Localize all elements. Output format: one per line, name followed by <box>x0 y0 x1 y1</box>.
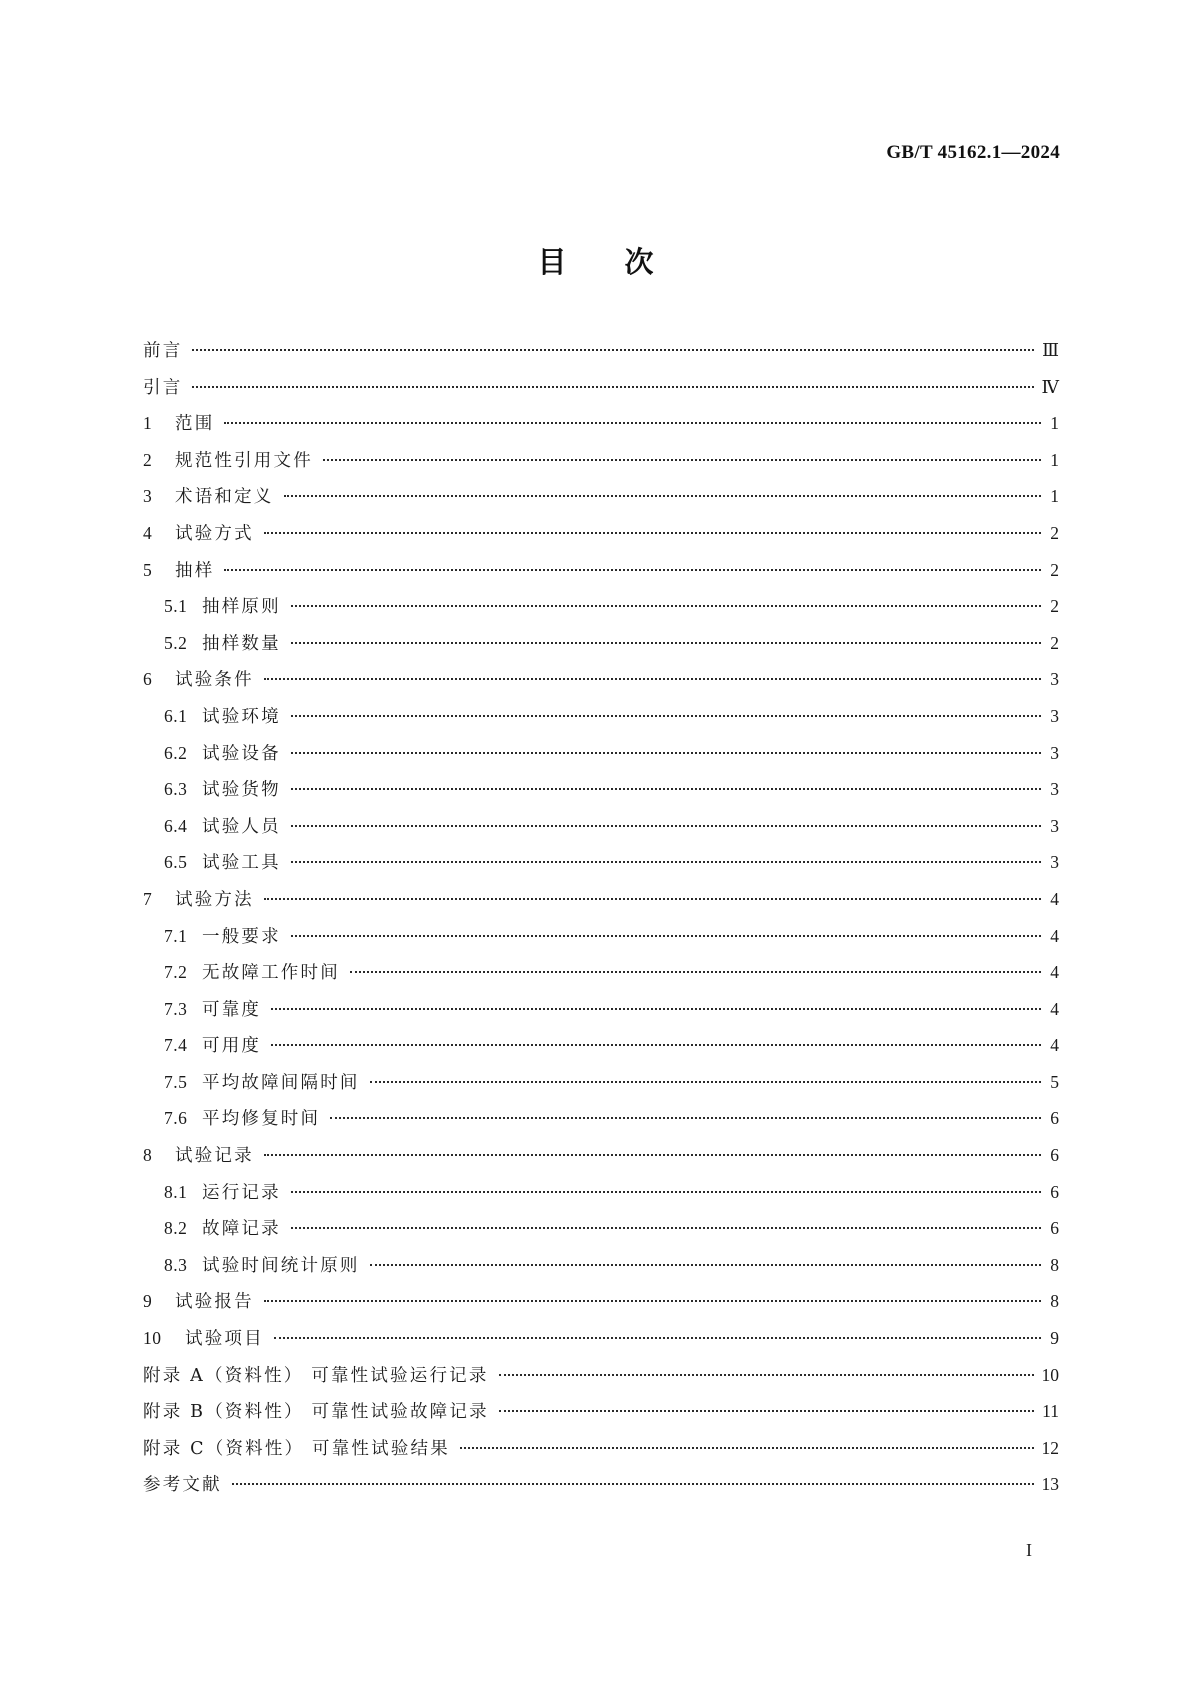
toc-entry[interactable] <box>143 558 1059 595</box>
toc-entry-page: 11 <box>1042 1401 1059 1422</box>
toc-entry-label: 抽样原则 <box>202 597 281 618</box>
toc-entry-number: 5.2 <box>164 632 188 653</box>
toc-entry-page: 1 <box>1050 449 1059 470</box>
toc-entry[interactable] <box>143 741 1059 778</box>
toc-entry-label: 范围 <box>175 414 215 435</box>
toc-entry[interactable] <box>143 1289 1059 1326</box>
toc-entry[interactable] <box>143 448 1059 485</box>
toc-dot-leader <box>264 898 1041 900</box>
toc-entry[interactable] <box>143 631 1059 668</box>
toc-entry-page: 8 <box>1050 1291 1059 1312</box>
toc-dot-leader <box>224 569 1041 571</box>
toc-dot-leader <box>192 386 1033 388</box>
toc-dot-leader <box>330 1117 1041 1119</box>
toc-entry-label: 故障记录 <box>202 1219 281 1240</box>
toc-entry-page: 3 <box>1050 705 1059 726</box>
toc-entry-page: 13 <box>1041 1474 1059 1495</box>
toc-entry-page: 4 <box>1050 1035 1059 1056</box>
toc-entry-page: 2 <box>1050 522 1059 543</box>
toc-entry-label: 附录 A（资料性） 可靠性试验运行记录 <box>143 1365 489 1386</box>
toc-dot-leader <box>264 1154 1041 1156</box>
toc-entry[interactable] <box>143 777 1059 814</box>
toc-entry-number: 8.3 <box>164 1254 188 1275</box>
toc-dot-leader <box>291 1191 1041 1193</box>
toc-dot-leader <box>291 752 1041 754</box>
toc-entry[interactable] <box>143 1326 1059 1363</box>
toc-dot-leader <box>291 825 1041 827</box>
toc-entry-number: 5 <box>143 559 153 580</box>
toc-entry[interactable] <box>143 667 1059 704</box>
toc-entry-number: 7.4 <box>164 1035 188 1056</box>
toc-entry-label: 试验方法 <box>175 889 254 910</box>
toc-entry-number: 6.1 <box>164 705 188 726</box>
toc-dot-leader <box>291 788 1041 790</box>
toc-entry-label: 试验环境 <box>202 706 281 727</box>
toc-dot-leader <box>274 1337 1041 1339</box>
toc-entry[interactable] <box>143 997 1059 1034</box>
toc-dot-leader <box>291 861 1041 863</box>
toc-entry-page: 3 <box>1050 779 1059 800</box>
toc-entry-page: 3 <box>1050 815 1059 836</box>
toc-entry-number: 6.5 <box>164 852 188 873</box>
toc-entry-number: 7.6 <box>164 1108 188 1129</box>
toc-entry[interactable] <box>143 338 1059 375</box>
toc-entry-number: 6 <box>143 669 153 690</box>
toc-entry-label: 试验货物 <box>202 780 281 801</box>
toc-dot-leader <box>271 1008 1041 1010</box>
toc-entry[interactable] <box>143 1472 1059 1509</box>
toc-dot-leader <box>291 935 1041 937</box>
toc-entry-label: 试验时间统计原则 <box>202 1255 360 1276</box>
toc-entry[interactable] <box>143 960 1059 997</box>
toc-entry-number: 8 <box>143 1145 153 1166</box>
toc-dot-leader <box>264 678 1041 680</box>
toc-entry-page: 4 <box>1050 962 1059 983</box>
page-number: I <box>1026 1540 1032 1560</box>
toc-entry[interactable] <box>143 887 1059 924</box>
toc-entry-label: 抽样 <box>175 560 215 581</box>
toc-entry-label: 附录 C（资料性） 可靠性试验结果 <box>143 1438 450 1459</box>
toc-entry-page: Ⅳ <box>1041 376 1059 397</box>
toc-entry-number: 10 <box>143 1328 162 1349</box>
toc-entry-label: 平均修复时间 <box>202 1109 321 1130</box>
toc-entry-label: 试验方式 <box>175 523 254 544</box>
toc-entry[interactable] <box>143 1143 1059 1180</box>
toc-entry[interactable] <box>143 375 1059 412</box>
toc-dot-leader <box>291 605 1041 607</box>
toc-entry-number: 7.1 <box>164 925 188 946</box>
toc-dot-leader <box>350 971 1041 973</box>
toc-entry-label: 运行记录 <box>202 1182 281 1203</box>
toc-entry-label: 试验条件 <box>175 670 254 691</box>
toc-entry-page: 12 <box>1041 1437 1059 1458</box>
toc-entry-number: 2 <box>143 449 153 470</box>
toc-dot-leader <box>499 1374 1034 1376</box>
toc-entry[interactable] <box>143 814 1059 851</box>
toc-entry-number: 6.2 <box>164 742 188 763</box>
toc-entry[interactable] <box>143 1216 1059 1253</box>
toc-dot-leader <box>192 349 1034 351</box>
toc-entry[interactable] <box>143 1106 1059 1143</box>
toc-entry[interactable] <box>143 484 1059 521</box>
toc-entry-label: 无故障工作时间 <box>202 963 340 984</box>
toc-entry-number: 7 <box>143 888 153 909</box>
toc-entry[interactable] <box>143 704 1059 741</box>
toc-entry-page: 4 <box>1050 925 1059 946</box>
toc-entry-page: 6 <box>1050 1108 1059 1129</box>
toc-entry-label: 抽样数量 <box>202 633 281 654</box>
toc-dot-leader <box>264 1300 1041 1302</box>
standard-code: GB/T 45162.1—2024 <box>886 142 1060 163</box>
toc-entry-number: 9 <box>143 1291 153 1312</box>
toc-entry-label: 引言 <box>143 377 183 398</box>
toc-entry[interactable] <box>143 1180 1059 1217</box>
toc-entry-label: 试验人员 <box>202 816 281 837</box>
toc-entry-number: 7.2 <box>164 962 188 983</box>
toc-dot-leader <box>291 1227 1041 1229</box>
table-of-contents <box>143 338 1059 1509</box>
toc-entry-number: 5.1 <box>164 596 188 617</box>
toc-entry-page: 1 <box>1050 413 1059 434</box>
toc-entry-label: 试验报告 <box>175 1292 254 1313</box>
toc-dot-leader <box>224 422 1041 424</box>
toc-entry-page: 2 <box>1050 596 1059 617</box>
toc-entry-label: 平均故障间隔时间 <box>202 1072 360 1093</box>
toc-entry-page: 3 <box>1050 852 1059 873</box>
toc-entry[interactable] <box>143 411 1059 448</box>
toc-entry-page: 3 <box>1050 669 1059 690</box>
toc-entry-number: 6.3 <box>164 779 188 800</box>
toc-entry-page: 6 <box>1050 1181 1059 1202</box>
toc-dot-leader <box>271 1044 1041 1046</box>
toc-entry-page: 9 <box>1050 1328 1059 1349</box>
toc-entry-label: 一般要求 <box>202 926 281 947</box>
toc-entry[interactable] <box>143 850 1059 887</box>
toc-entry-number: 8.1 <box>164 1181 188 1202</box>
toc-entry-number: 3 <box>143 486 153 507</box>
toc-dot-leader <box>370 1264 1041 1266</box>
toc-entry[interactable] <box>143 594 1059 631</box>
toc-entry[interactable] <box>143 1399 1059 1436</box>
toc-entry-label: 规范性引用文件 <box>175 450 313 471</box>
toc-entry[interactable] <box>143 924 1059 961</box>
toc-entry-page: 5 <box>1050 1071 1059 1092</box>
toc-entry-label: 可靠度 <box>202 999 262 1020</box>
toc-dot-leader <box>499 1410 1034 1412</box>
page-title: 目次 <box>537 245 712 279</box>
toc-dot-leader <box>232 1483 1034 1485</box>
toc-entry-page: 1 <box>1050 486 1059 507</box>
toc-dot-leader <box>323 459 1041 461</box>
toc-dot-leader <box>264 532 1041 534</box>
toc-entry-label: 试验项目 <box>185 1329 264 1350</box>
toc-entry-number: 7.3 <box>164 998 188 1019</box>
toc-entry-page: 2 <box>1050 632 1059 653</box>
toc-entry-page: 6 <box>1050 1218 1059 1239</box>
toc-entry-page: 3 <box>1050 742 1059 763</box>
toc-dot-leader <box>291 642 1041 644</box>
toc-entry[interactable] <box>143 1363 1059 1400</box>
toc-entry-label: 可用度 <box>202 1036 262 1057</box>
toc-entry-page: 6 <box>1050 1145 1059 1166</box>
toc-entry-label: 前言 <box>143 341 183 361</box>
toc-entry-label: 试验记录 <box>175 1146 254 1167</box>
toc-entry[interactable] <box>143 1070 1059 1107</box>
toc-entry-page: 4 <box>1050 888 1059 909</box>
toc-entry-number: 6.4 <box>164 815 188 836</box>
toc-entry[interactable] <box>143 521 1059 558</box>
toc-entry-page: 4 <box>1050 998 1059 1019</box>
toc-entry-label: 试验设备 <box>202 743 281 764</box>
toc-entry-label: 试验工具 <box>202 853 281 874</box>
toc-entry-page: 10 <box>1041 1364 1059 1385</box>
toc-entry-label: 术语和定义 <box>175 487 274 508</box>
toc-dot-leader <box>370 1081 1041 1083</box>
toc-entry-number: 7.5 <box>164 1071 188 1092</box>
toc-entry-number: 1 <box>143 413 153 434</box>
toc-entry[interactable] <box>143 1253 1059 1290</box>
toc-entry-page: 8 <box>1050 1254 1059 1275</box>
toc-entry-number: 4 <box>143 522 153 543</box>
toc-dot-leader <box>284 495 1042 497</box>
toc-entry[interactable] <box>143 1436 1059 1473</box>
toc-entry-label: 参考文献 <box>143 1475 222 1496</box>
toc-entry[interactable] <box>143 1033 1059 1070</box>
toc-dot-leader <box>460 1447 1034 1449</box>
toc-entry-number: 8.2 <box>164 1218 188 1239</box>
toc-dot-leader <box>291 715 1041 717</box>
toc-entry-page: Ⅲ <box>1042 340 1059 360</box>
toc-entry-page: 2 <box>1050 559 1059 580</box>
toc-entry-label: 附录 B（资料性） 可靠性试验故障记录 <box>143 1402 489 1423</box>
